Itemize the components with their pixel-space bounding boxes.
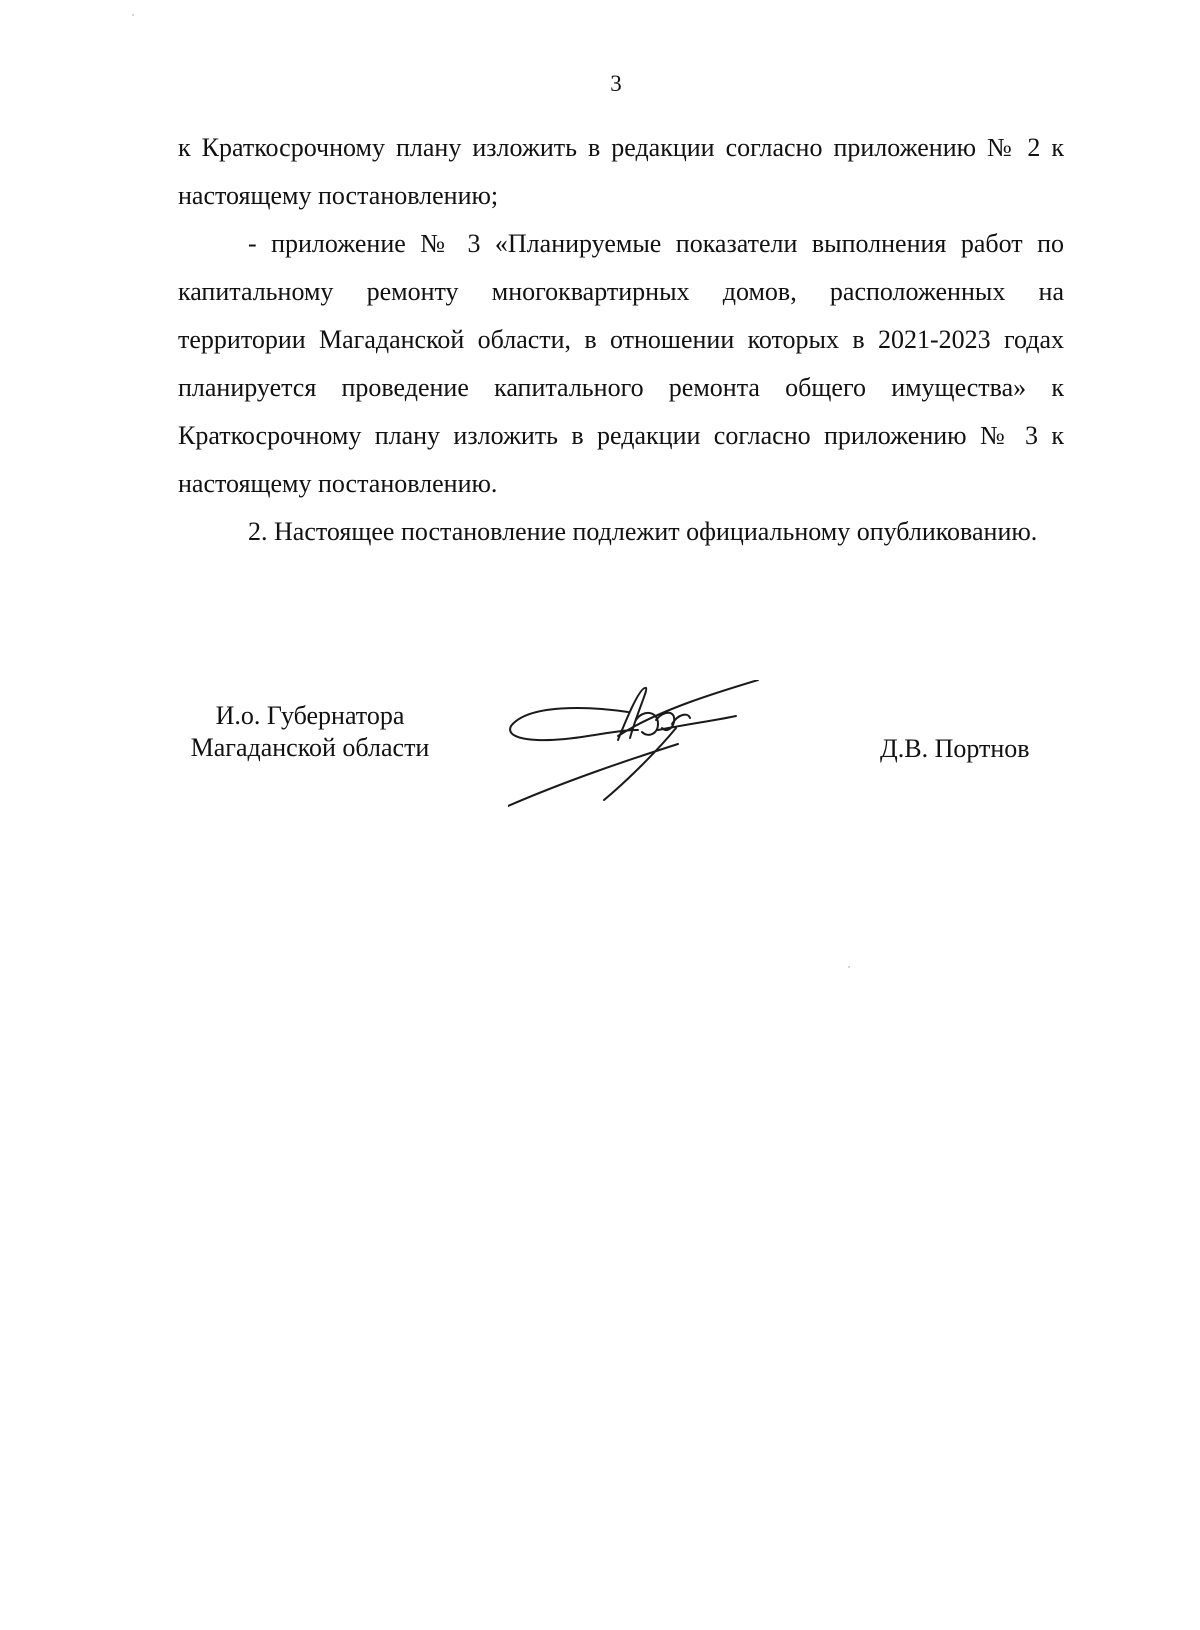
scan-speck xyxy=(132,14,134,16)
scan-speck xyxy=(848,966,850,968)
handwritten-signature xyxy=(508,680,798,840)
paragraph-publication: 2. Настоящее постановление подлежит официальному опубликованию. xyxy=(248,517,1038,546)
signatory-name: Д.В. Портнов xyxy=(880,734,1030,763)
signatory-position-line2: Магаданской области xyxy=(190,733,430,762)
signatory-position-line1: И.о. Губернатора xyxy=(215,701,405,730)
document-body xyxy=(178,124,1064,556)
page-number: 3 xyxy=(610,71,622,96)
paragraph-continuation: к Краткосрочному плану изложить в редакции согласно приложению № 2 к настоящему постановлению; xyxy=(178,133,1064,210)
paragraph-appendix-3: - приложение № 3 «Планируемые показатели выполнения работ по капитальному ремонту многоквартирных домов, расположенных на территории Магаданской области, в отношении которых в 2021-2023 годах планируется проведение капитального ремонта общего имущества» к Краткосрочному плану изложить в редакции согласно приложению № 3 к настоящему постановлению. xyxy=(178,229,1064,498)
signatory-position xyxy=(180,700,440,764)
